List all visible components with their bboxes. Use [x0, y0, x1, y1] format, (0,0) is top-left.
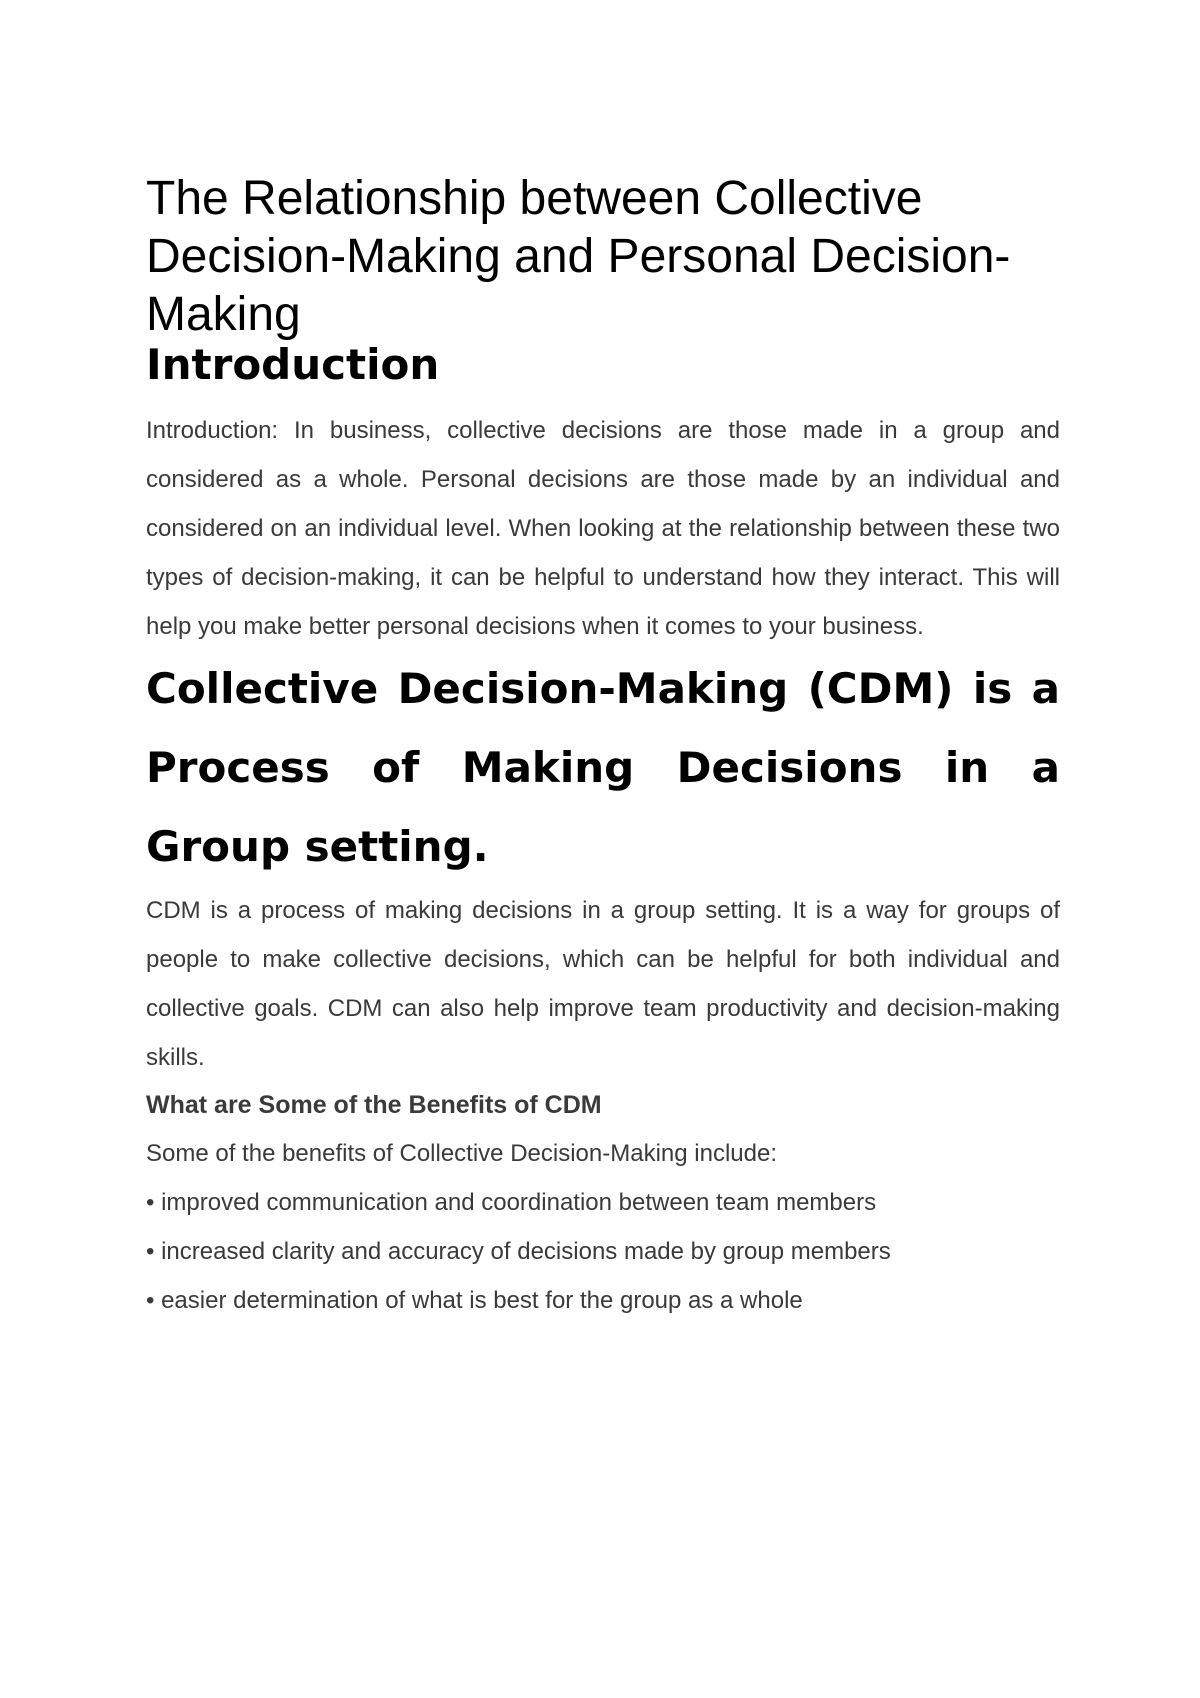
benefits-intro: Some of the benefits of Collective Decision-Making include:: [146, 1140, 777, 1167]
benefits-list: [146, 1178, 1060, 1325]
benefits-heading: What are Some of the Benefits of CDM: [146, 1091, 602, 1119]
document-page: [146, 170, 1060, 1325]
benefit-item: • increased clarity and accuracy of decisions made by group members: [146, 1238, 891, 1265]
document-title: The Relationship between Collective Decision-Making and Personal Decision-Making: [146, 172, 1011, 341]
benefit-item: • easier determination of what is best for the group as a whole: [146, 1287, 803, 1314]
benefit-item: • improved communication and coordination between team members: [146, 1189, 877, 1216]
cdm-paragraph: CDM is a process of making decisions in a group setting. It is a way for groups of people to make collective decisions, which can be helpful for both individual and collective goals. CDM can also help improve team productivity and decision-making skills.: [146, 897, 1060, 1071]
cdm-section-heading: Collective Decision-Making (CDM) is a Process of Making Decisions in a Group setting.: [146, 664, 1060, 871]
introduction-paragraph: Introduction: In business, collective decisions are those made in a group and considered as a whole. Personal decisions are those made by an individual and considered on an individual level. When looking at the relationship between these two types of decision-making, it can be helpful to understand how they interact. This will help you make better personal decisions when it comes to your business.: [146, 417, 1060, 640]
introduction-heading: Introduction: [146, 340, 440, 389]
